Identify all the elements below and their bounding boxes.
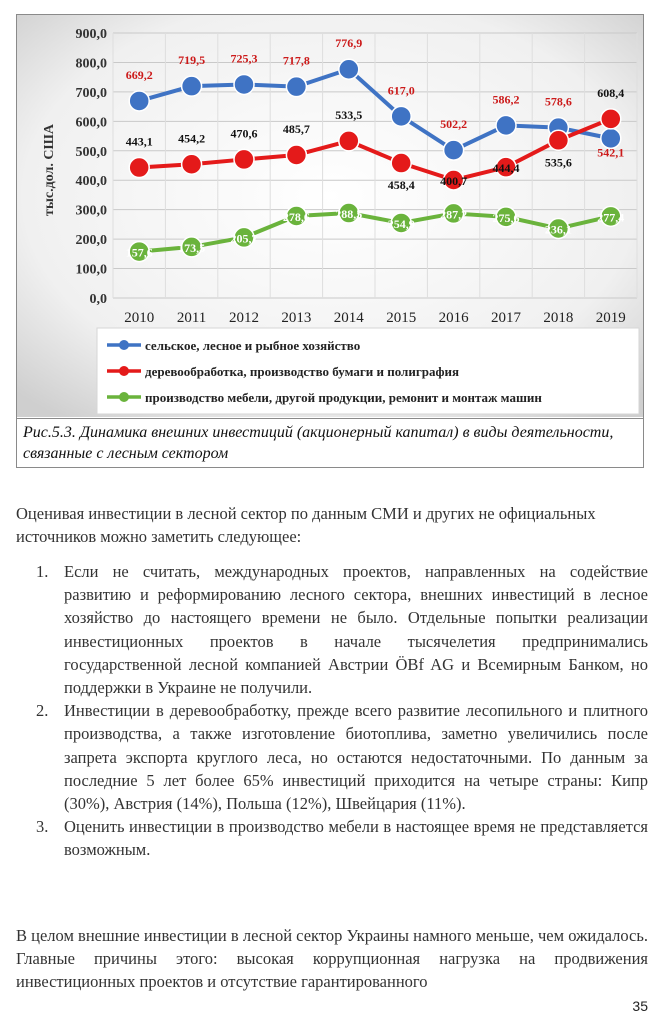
data-point [129, 158, 149, 178]
x-tick-label: 2014 [333, 310, 364, 326]
y-tick-label: 100,0 [75, 262, 107, 278]
data-label: 617,0 [387, 83, 415, 98]
data-label: 288,5 [335, 207, 363, 222]
data-label: 157,6 [125, 245, 153, 260]
list-text: Если не считать, международных проектов, направленных на содействие развитию и реформированию лесного сектора, внешних инвестиций в лесное хозяйство до настоящего времени не было. Отдельные попытки реализации инвестиционных проектов в начале тысячелетия предпринимались государственной лесной компанией Австрии ÖBf AG и Всемирным Банком, но поддержки в Украине не получили. [64, 562, 648, 698]
x-tick-label: 2017 [491, 310, 521, 326]
data-point [339, 131, 359, 151]
data-point [444, 140, 464, 160]
data-label: 608,4 [597, 85, 625, 100]
data-label: 254,9 [387, 216, 415, 231]
list-text: Инвестиции в деревообработку, прежде всего развитие лесопильного и плитного производства, а также изготовление биотоплива, заметно увеличились после запрета экспорта круглого леса, но остаются недостаточными. По данным за последние 5 лет более 65% инвестиций приходится на четыре страны: Кипр (30%), Австрия (14%), Польша (12%), Швейцария (11%). [64, 701, 648, 814]
data-point [234, 149, 254, 169]
figure-frame [16, 14, 644, 468]
data-label: 458,4 [387, 178, 415, 193]
data-point [182, 76, 202, 96]
list-item [36, 815, 648, 861]
data-label: 173,5 [178, 240, 206, 255]
figure-caption: Рис.5.3. Динамика внешних инвестиций (акционерный капитал) в виды деятельности, связанные с лесным сектором [23, 424, 614, 462]
list-text: Оценить инвестиции в производство мебели в настоящее время не представляется возможным. [64, 817, 648, 860]
data-label: 278,6 [282, 209, 310, 224]
x-tick-label: 2011 [176, 310, 207, 326]
data-label: 443,1 [125, 134, 153, 149]
legend-swatch-marker [119, 392, 129, 402]
x-tick-label: 2018 [543, 310, 574, 326]
data-label: 205,7 [230, 231, 258, 246]
y-tick-label: 800,0 [75, 56, 107, 72]
x-tick-label: 2012 [229, 310, 259, 326]
data-label: 542,1 [597, 145, 625, 160]
data-label: 717,8 [282, 53, 310, 68]
y-axis-label: тыс.дол. США [42, 124, 57, 216]
data-point [129, 91, 149, 111]
legend-entry: деревообработка, производство бумаги и полиграфия [145, 364, 459, 379]
data-label: 578,6 [544, 94, 572, 109]
data-label: 444,4 [492, 161, 520, 176]
y-tick-label: 200,0 [75, 233, 107, 249]
list-item [36, 560, 648, 699]
data-label: 275,6 [492, 210, 520, 225]
data-label: 776,9 [335, 36, 363, 51]
data-point [339, 59, 359, 79]
data-label: 454,2 [178, 131, 206, 146]
list-number: 1. [36, 562, 49, 581]
list-number: 2. [36, 701, 49, 721]
data-point [496, 115, 516, 135]
legend-entry: производство мебели, другой продукции, ремонит и монтаж машин [145, 390, 542, 405]
x-tick-label: 2015 [386, 310, 417, 326]
data-label: 400,7 [440, 174, 468, 189]
data-point [286, 77, 306, 97]
data-point [286, 145, 306, 165]
x-tick-label: 2016 [438, 310, 469, 326]
page-number: 35 [632, 998, 648, 1014]
data-point [182, 154, 202, 174]
intro-paragraph: Оценивая инвестиции в лесной сектор по данным СМИ и других не официальных источников можно заметить следующее: [16, 504, 596, 546]
data-label: 586,2 [492, 92, 520, 107]
list-item [36, 699, 648, 815]
data-label: 277,4 [597, 210, 625, 225]
data-label: 725,3 [230, 51, 258, 66]
y-tick-label: 600,0 [75, 115, 107, 131]
data-point [548, 130, 568, 150]
data-label: 533,5 [335, 107, 363, 122]
x-tick-label: 2010 [124, 310, 155, 326]
data-label: 236,1 [544, 222, 572, 237]
y-tick-label: 700,0 [75, 85, 107, 101]
list-number: 3. [36, 817, 49, 837]
data-point [601, 109, 621, 129]
data-point [391, 106, 411, 126]
data-label: 719,5 [178, 53, 206, 68]
data-label: 502,2 [440, 117, 468, 132]
data-point [234, 74, 254, 94]
y-tick-label: 500,0 [75, 144, 107, 160]
findings-list [36, 560, 648, 862]
x-tick-label: 2013 [281, 310, 312, 326]
legend-entry: сельское, лесное и рыбное хозяйство [145, 338, 361, 353]
y-tick-label: 900,0 [75, 27, 107, 42]
y-tick-label: 0,0 [89, 292, 107, 307]
y-tick-label: 400,0 [75, 174, 107, 190]
y-tick-label: 300,0 [75, 203, 107, 219]
data-label: 287,2 [440, 207, 468, 222]
data-label: 669,2 [125, 67, 153, 82]
conclusion-paragraph: В целом внешние инвестиции в лесной сектор Украины намного меньше, чем ожидалось. Главные причины этого: высокая коррупционная нагрузка на продвижения инвестиционных проектов и отсутствие гарантированного [16, 926, 648, 992]
data-label: 485,7 [282, 121, 310, 136]
x-tick-label: 2019 [595, 310, 626, 326]
data-point [391, 153, 411, 173]
data-label: 470,6 [230, 126, 258, 141]
caption-separator [17, 418, 643, 419]
legend-swatch-marker [119, 340, 129, 350]
legend-swatch-marker [119, 366, 129, 376]
line-chart [17, 15, 643, 417]
data-label: 535,6 [544, 155, 572, 170]
